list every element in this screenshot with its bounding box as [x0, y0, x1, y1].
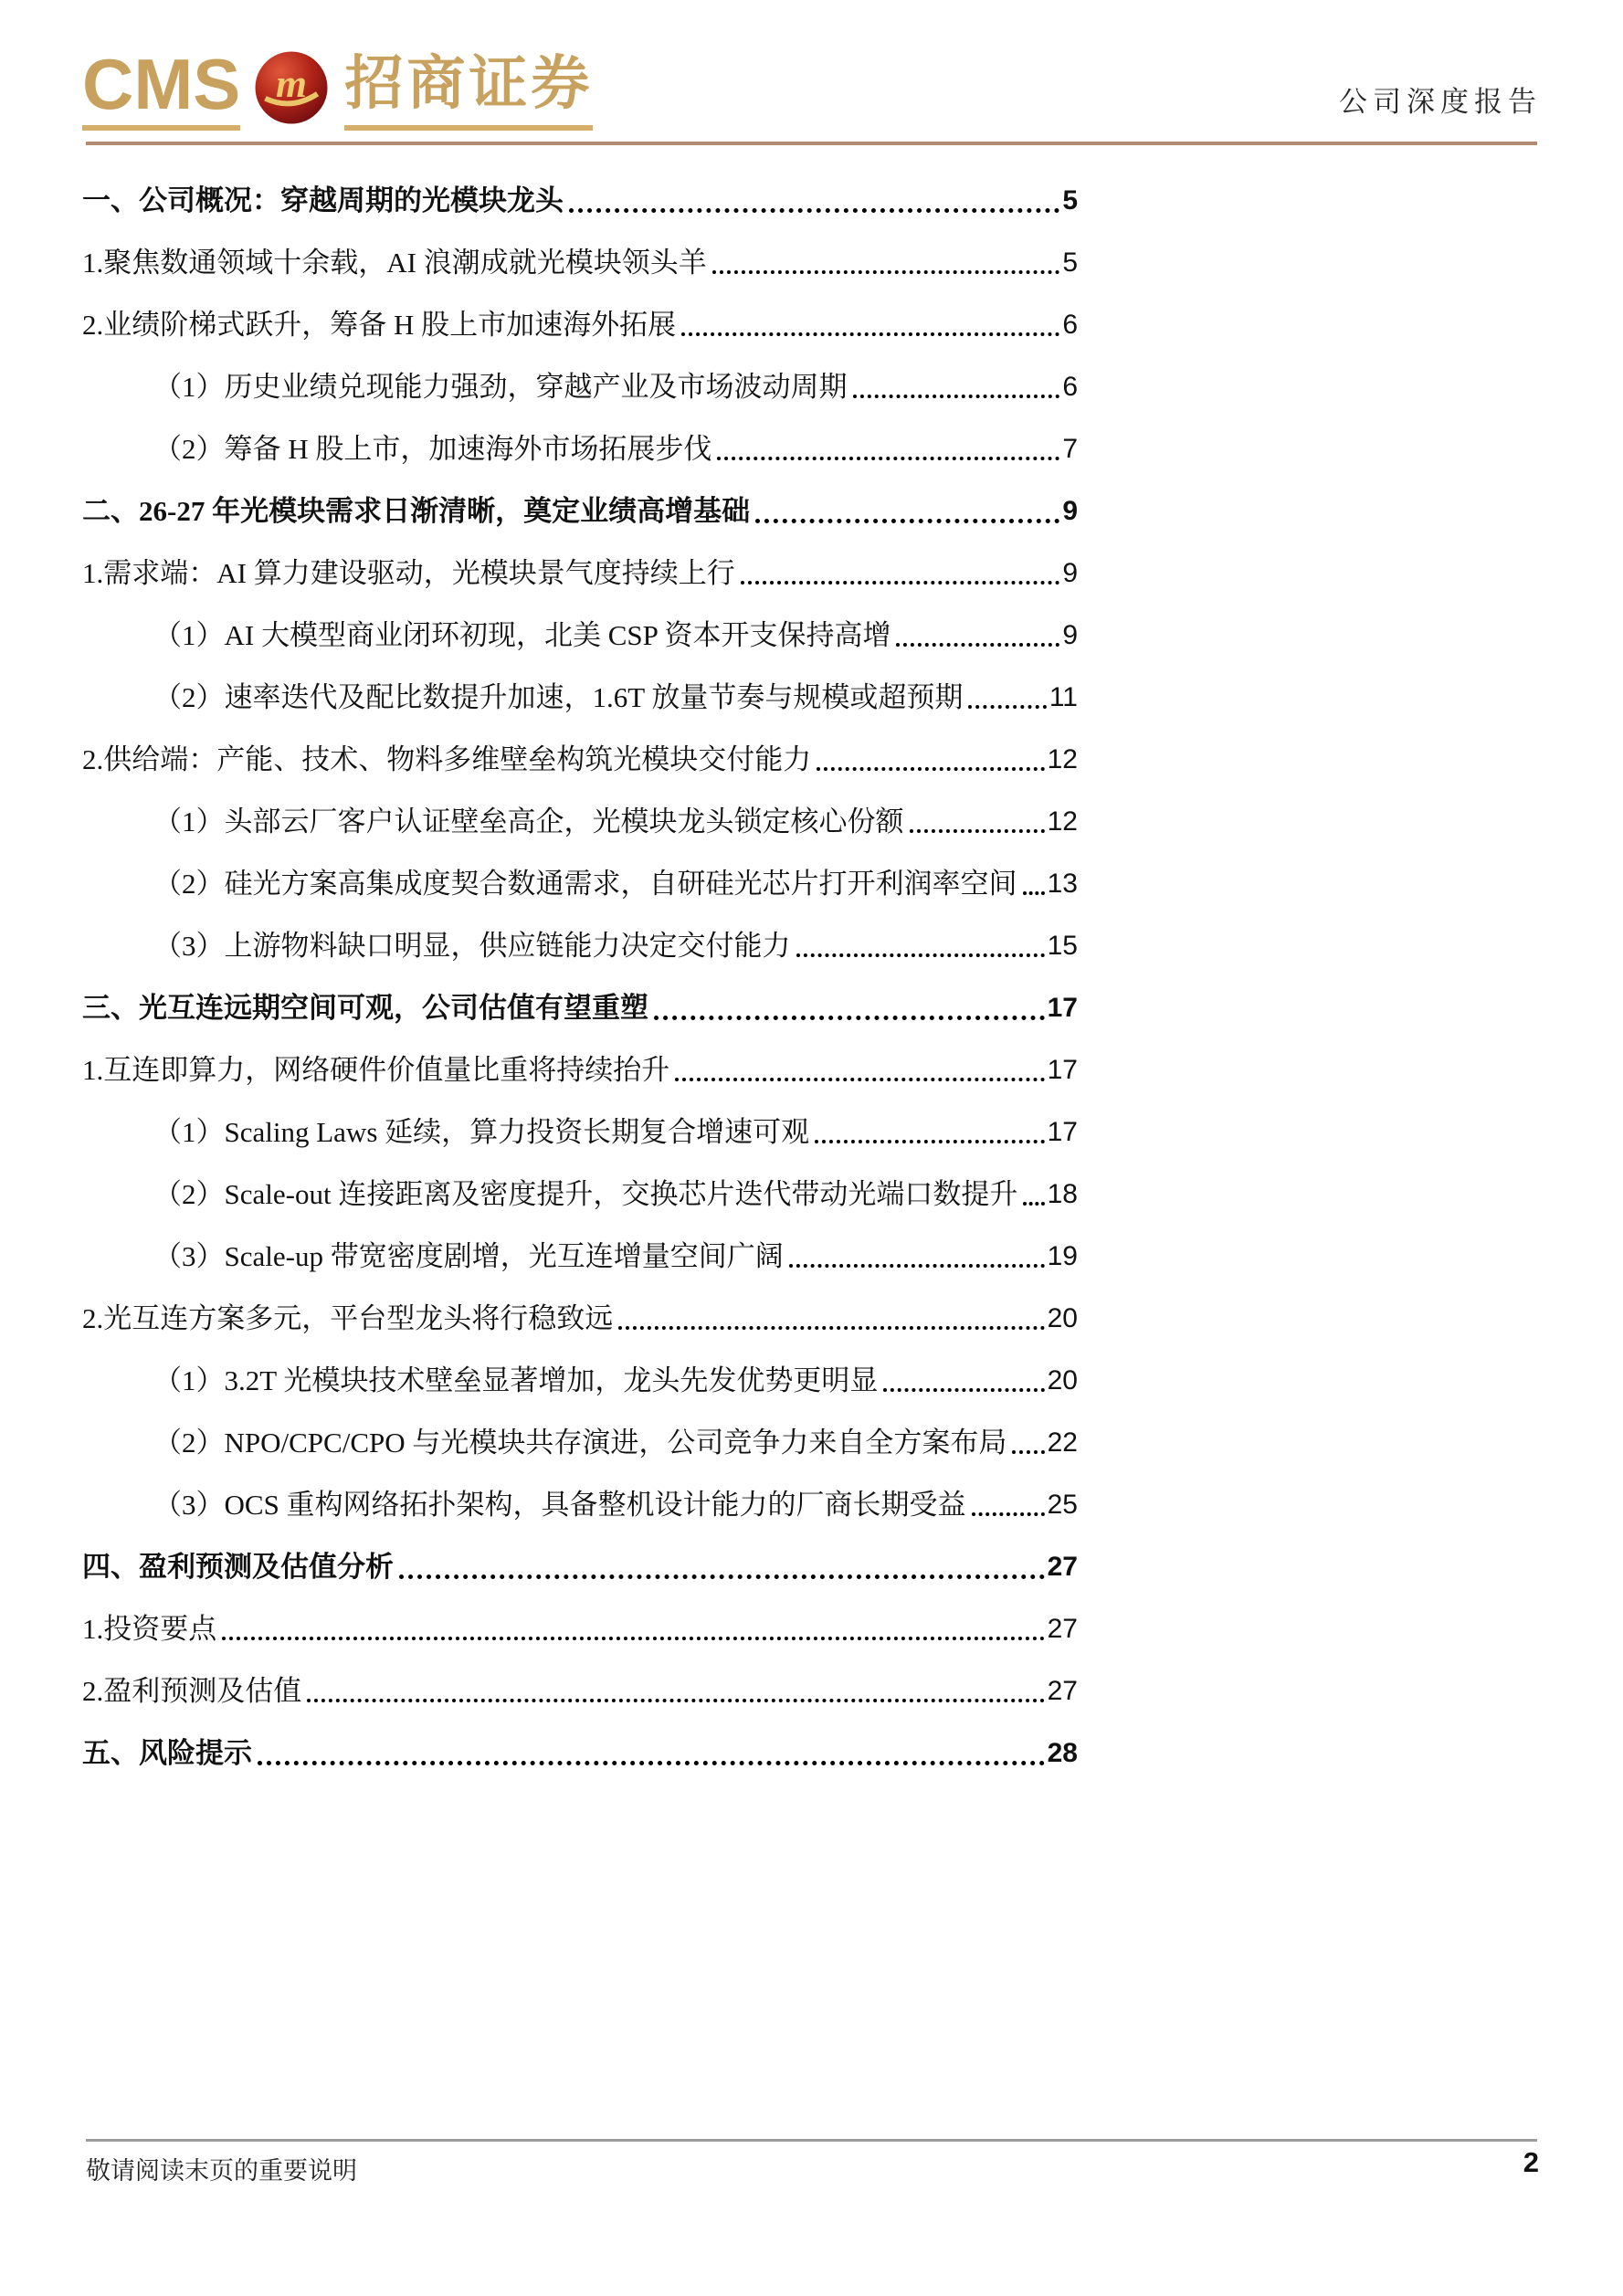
dot-leader	[222, 1637, 1044, 1640]
svg-text:m: m	[276, 62, 308, 107]
dot-leader	[1012, 1450, 1044, 1454]
dot-leader	[654, 1016, 1045, 1020]
toc-entry-title: （3）Scale-up 带宽密度剧增，光互连增量空间广阔	[153, 1240, 784, 1272]
toc-entry[interactable]	[82, 1421, 1078, 1461]
toc-page-number: 9	[1062, 620, 1078, 650]
dot-leader	[618, 1326, 1044, 1330]
toc-entry[interactable]	[82, 986, 1078, 1027]
toc-entry[interactable]	[82, 1669, 1078, 1710]
toc-page-number: 7	[1062, 434, 1078, 464]
toc-entry[interactable]	[82, 676, 1078, 716]
dot-leader	[789, 1264, 1045, 1268]
dot-leader	[1023, 1202, 1044, 1206]
toc-page-number: 11	[1049, 682, 1078, 712]
toc-entry[interactable]	[82, 1111, 1078, 1151]
toc-entry[interactable]	[82, 1297, 1078, 1337]
dot-leader	[712, 270, 1060, 274]
dot-leader	[681, 332, 1059, 336]
toc-page-number: 27	[1047, 1614, 1078, 1644]
toc-entry-title: （2）速率迭代及配比数提升加速，1.6T 放量节奏与规模或超预期	[153, 681, 964, 713]
report-type-label: 公司深度报告	[1339, 86, 1542, 118]
toc-entry[interactable]	[82, 1048, 1078, 1089]
toc-entry-title: （1）历史业绩兑现能力强劲，穿越产业及市场波动周期	[153, 371, 848, 403]
toc-entry-title: 五、风险提示	[82, 1737, 252, 1769]
toc-entry-title: （2）NPO/CPC/CPO 与光模块共存演进，公司竞争力来自全方案布局	[153, 1427, 1007, 1459]
toc-entry-title: 二、26-27 年光模块需求日渐清晰，奠定业绩高增基础	[82, 495, 751, 527]
dot-leader	[968, 705, 1046, 709]
toc-page-number: 17	[1047, 993, 1078, 1023]
toc-page-number: 6	[1062, 372, 1078, 402]
toc-page-number: 9	[1062, 558, 1078, 588]
logo-brand-block	[344, 46, 593, 131]
toc-page-number: 12	[1047, 806, 1078, 837]
toc-entry-title: （1）3.2T 光模块技术壁垒显著增加，龙头先发优势更明显	[153, 1364, 879, 1396]
toc-entry-title: 2.供给端：产能、技术、物料多维壁垒构筑光模块交付能力	[82, 743, 812, 775]
toc-entry-title: （1）头部云厂客户认证壁垒高企，光模块龙头锁定核心份额	[153, 806, 904, 837]
dot-leader	[896, 643, 1059, 647]
toc-entry-title: （3）上游物料缺口明显，供应链能力决定交付能力	[153, 930, 791, 962]
toc-entry-title: 一、公司概况：穿越周期的光模块龙头	[82, 184, 564, 216]
dot-leader	[883, 1388, 1044, 1392]
footer-divider	[86, 2139, 1537, 2142]
toc-entry[interactable]	[82, 1235, 1078, 1275]
toc-page-number: 27	[1047, 1552, 1078, 1582]
toc-entry-title: （1）Scaling Laws 延续，算力投资长期复合增速可观	[153, 1116, 810, 1148]
toc-entry-title: （2）Scale-out 连接距离及密度提升，交换芯片迭代带动光端口数提升	[153, 1178, 1018, 1210]
toc-entry-title: 1.聚焦数通领域十余载，AI 浪潮成就光模块领头羊	[82, 247, 707, 279]
logo-cms-block	[82, 46, 240, 131]
toc-entry[interactable]	[82, 1173, 1078, 1213]
toc-entry[interactable]	[82, 241, 1078, 281]
toc-page-number: 12	[1047, 744, 1078, 774]
toc-page-number: 5	[1062, 185, 1078, 216]
toc-entry[interactable]	[82, 800, 1078, 840]
toc-page-number: 13	[1047, 869, 1078, 899]
toc-entry-title: （2）筹备 H 股上市，加速海外市场拓展步伐	[153, 433, 712, 465]
toc-entry-title: 2.光互连方案多元，平台型龙头将行稳致远	[82, 1302, 614, 1334]
toc-page-number: 6	[1062, 310, 1078, 340]
toc-page-number: 20	[1047, 1303, 1078, 1333]
toc-entry-title: （3）OCS 重构网络拓扑架构，具备整机设计能力的厂商长期受益	[153, 1489, 966, 1521]
logo-brand-underline	[344, 125, 593, 131]
toc-entry[interactable]	[82, 614, 1078, 654]
dot-leader	[569, 208, 1059, 213]
toc-entry[interactable]	[82, 490, 1078, 530]
toc-page-number: 18	[1047, 1179, 1078, 1209]
toc-entry[interactable]	[82, 365, 1078, 405]
toc-entry[interactable]	[82, 924, 1078, 964]
toc-page-number: 5	[1062, 248, 1078, 278]
toc-entry[interactable]	[82, 552, 1078, 592]
dot-leader	[817, 767, 1044, 771]
toc-entry-title: 2.业绩阶梯式跃升，筹备 H 股上市加速海外拓展	[82, 309, 677, 341]
toc-entry[interactable]	[82, 303, 1078, 343]
logo-cms-text: CMS	[82, 44, 241, 124]
dot-leader	[675, 1078, 1044, 1081]
toc-page-number: 17	[1047, 1055, 1078, 1085]
toc-entry-title: （1）AI 大模型商业闭环初现，北美 CSP 资本开支保持高增	[153, 619, 891, 651]
toc-page-number: 27	[1047, 1676, 1078, 1706]
page-number: 2	[1523, 2146, 1539, 2178]
toc-page-number: 20	[1047, 1365, 1078, 1396]
cms-logo	[82, 46, 593, 131]
toc-entry[interactable]	[82, 1545, 1078, 1585]
header-divider	[86, 142, 1537, 145]
logo-cms-underline	[82, 125, 240, 131]
toc-entry[interactable]	[82, 1607, 1078, 1648]
toc-entry-title: 2.盈利预测及估值	[82, 1675, 302, 1707]
logo-brand-text: 招商证券	[344, 51, 594, 116]
toc-page-number: 19	[1047, 1241, 1078, 1271]
toc-entry[interactable]	[82, 862, 1078, 902]
dot-leader	[741, 581, 1060, 585]
toc-page-number: 22	[1047, 1427, 1078, 1458]
toc-page-number: 9	[1062, 496, 1078, 526]
dot-leader	[755, 519, 1059, 523]
toc-entry[interactable]	[82, 179, 1078, 219]
dot-leader	[815, 1140, 1044, 1143]
toc-entry[interactable]	[82, 738, 1078, 778]
toc-entry[interactable]	[82, 1483, 1078, 1523]
dot-leader	[853, 395, 1060, 398]
toc-entry-title: 1.互连即算力，网络硬件价值量比重将持续抬升	[82, 1054, 670, 1086]
dot-leader	[1023, 891, 1045, 895]
toc-entry[interactable]	[82, 1359, 1078, 1399]
dot-leader	[972, 1512, 1045, 1516]
toc-page-number: 17	[1047, 1117, 1078, 1147]
toc-entry-title: 三、光互连远期空间可观，公司估值有望重塑	[82, 992, 648, 1024]
footer-disclaimer: 敬请阅读末页的重要说明	[86, 2157, 357, 2185]
toc-page-number: 15	[1047, 931, 1078, 961]
dot-leader	[307, 1699, 1044, 1702]
table-of-contents	[82, 179, 1078, 1794]
dot-leader	[717, 457, 1059, 460]
toc-entry-title: 1.投资要点	[82, 1613, 217, 1645]
toc-entry-title: 四、盈利预测及估值分析	[82, 1551, 394, 1583]
dot-leader	[910, 829, 1045, 833]
dot-leader	[399, 1575, 1045, 1579]
toc-entry-title: 1.需求端：AI 算力建设驱动，光模块景气度持续上行	[82, 557, 735, 589]
toc-entry[interactable]	[82, 1732, 1078, 1772]
dot-leader	[796, 953, 1045, 957]
toc-page-number: 28	[1047, 1738, 1078, 1768]
toc-entry-title: （2）硅光方案高集成度契合数通需求，自研硅光芯片打开利润率空间	[153, 868, 1017, 900]
toc-entry[interactable]	[82, 427, 1078, 468]
cms-badge-icon	[253, 49, 330, 126]
toc-page-number: 25	[1047, 1490, 1078, 1520]
dot-leader	[258, 1761, 1045, 1765]
